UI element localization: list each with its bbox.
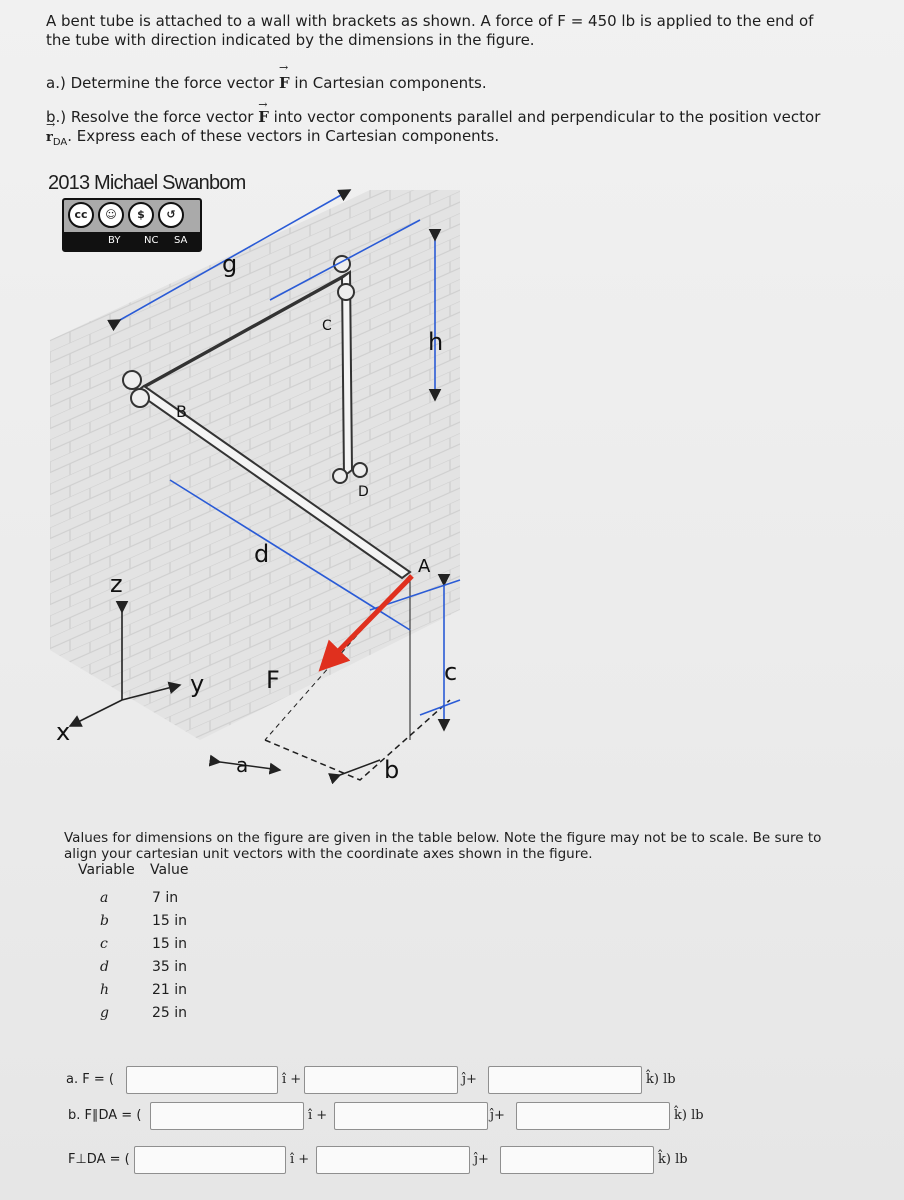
dimensions-note: Values for dimensions on the figure are given in the table below. Note the figure may not be to scale. Be sure to align your cartesian unit vectors with the coordinate axes shown in the figure. [64, 830, 822, 862]
force-j-input[interactable] [304, 1066, 458, 1094]
table-var-h: h [100, 982, 110, 998]
unit-i-parallel: î + [308, 1108, 328, 1123]
unit-j-force: ĵ+ [462, 1072, 477, 1087]
bent-tube-figure [40, 180, 480, 820]
table-header-value: Value [150, 862, 189, 878]
force-vector-symbol-b: → F [258, 108, 269, 127]
problem-line-1: A bent tube is attached to a wall with brackets as shown. A force of F = 450 lb is applied to the end of [46, 12, 814, 30]
unit-j-parallel: ĵ+ [490, 1108, 505, 1123]
table-var-b: b [100, 913, 109, 929]
badge-label-nc: NC [144, 235, 159, 246]
table-val-a: 7 in [152, 890, 179, 906]
table-val-b: 15 in [152, 913, 188, 929]
position-vector-symbol: → r [46, 128, 53, 147]
label-h: h [428, 328, 444, 356]
by-person-icon: ☺ [98, 202, 124, 228]
table-val-h: 21 in [152, 982, 188, 998]
table-val-c: 15 in [152, 936, 188, 952]
answer-row-perpendicular [0, 1146, 904, 1176]
sharealike-icon: ↺ [158, 202, 184, 228]
part-a-prefix: a.) Determine the force vector [46, 74, 279, 92]
cc-icon: cc [68, 202, 94, 228]
parallel-k-input[interactable] [516, 1102, 670, 1130]
part-a-suffix: in Cartesian components. [289, 74, 487, 92]
force-vector-symbol: → F [279, 74, 290, 92]
dimension-a-arrows [220, 762, 280, 770]
label-d-point: D [358, 484, 369, 500]
label-b-dim: b [384, 756, 400, 784]
table-var-a: a [100, 890, 109, 906]
problem-statement [46, 12, 866, 50]
answer-row-parallel [0, 1102, 904, 1132]
unit-k-parallel: k̂) lb [674, 1108, 704, 1123]
label-d: d [254, 540, 270, 568]
noncommercial-icon: $ [128, 202, 154, 228]
label-y: y [190, 670, 205, 698]
perpendicular-k-input[interactable] [500, 1146, 654, 1174]
unit-k-force: k̂) lb [646, 1072, 676, 1087]
table-val-g: 25 in [152, 1005, 188, 1021]
perpendicular-j-input[interactable] [316, 1146, 470, 1174]
problem-line-2: the tube with direction indicated by the dimensions in the figure. [46, 31, 535, 49]
label-c: C [322, 318, 332, 334]
label-c-dim: c [444, 658, 458, 686]
table-var-c: c [100, 936, 108, 952]
unit-j-perpendicular: ĵ+ [474, 1152, 489, 1167]
label-b: B [176, 402, 187, 421]
part-a-question [46, 74, 487, 92]
part-b-prefix: b.) Resolve the force vector [46, 108, 259, 126]
part-b-line2: . Express each of these vectors in Cartesian components. [67, 127, 500, 145]
table-var-d: d [100, 959, 109, 975]
unit-k-perpendicular: k̂) lb [658, 1152, 688, 1167]
unit-i-force: î + [282, 1072, 302, 1087]
badge-label-sa: SA [174, 235, 188, 246]
perpendicular-i-input[interactable] [134, 1146, 286, 1174]
part-b-question [46, 108, 866, 152]
label-a-point: A [418, 556, 431, 577]
label-a: a [236, 753, 249, 777]
author-credit: 2013 Michael Swanbom [48, 172, 246, 194]
answer-label-parallel: b. F∥DA = ( [68, 1108, 142, 1123]
label-x: x [56, 718, 71, 746]
table-var-g: g [100, 1005, 109, 1021]
position-vector-subscript: DA [52, 137, 68, 148]
label-z: z [110, 570, 123, 598]
badge-label-by: BY [108, 235, 121, 246]
answer-row-force [0, 1066, 904, 1096]
table-val-d: 35 in [152, 959, 188, 975]
answer-label-force: a. F = ( [66, 1072, 114, 1087]
parallel-j-input[interactable] [334, 1102, 488, 1130]
force-k-input[interactable] [488, 1066, 642, 1094]
unit-i-perpendicular: î + [290, 1152, 310, 1167]
answer-label-perpendicular: F⊥DA = ( [68, 1152, 130, 1167]
part-b-suffix: into vector components parallel and perpendicular to the position vector [268, 108, 821, 126]
label-f: F [266, 666, 280, 694]
force-i-input[interactable] [126, 1066, 278, 1094]
label-g: g [222, 250, 238, 278]
table-header-variable: Variable [78, 862, 135, 878]
parallel-i-input[interactable] [150, 1102, 304, 1130]
